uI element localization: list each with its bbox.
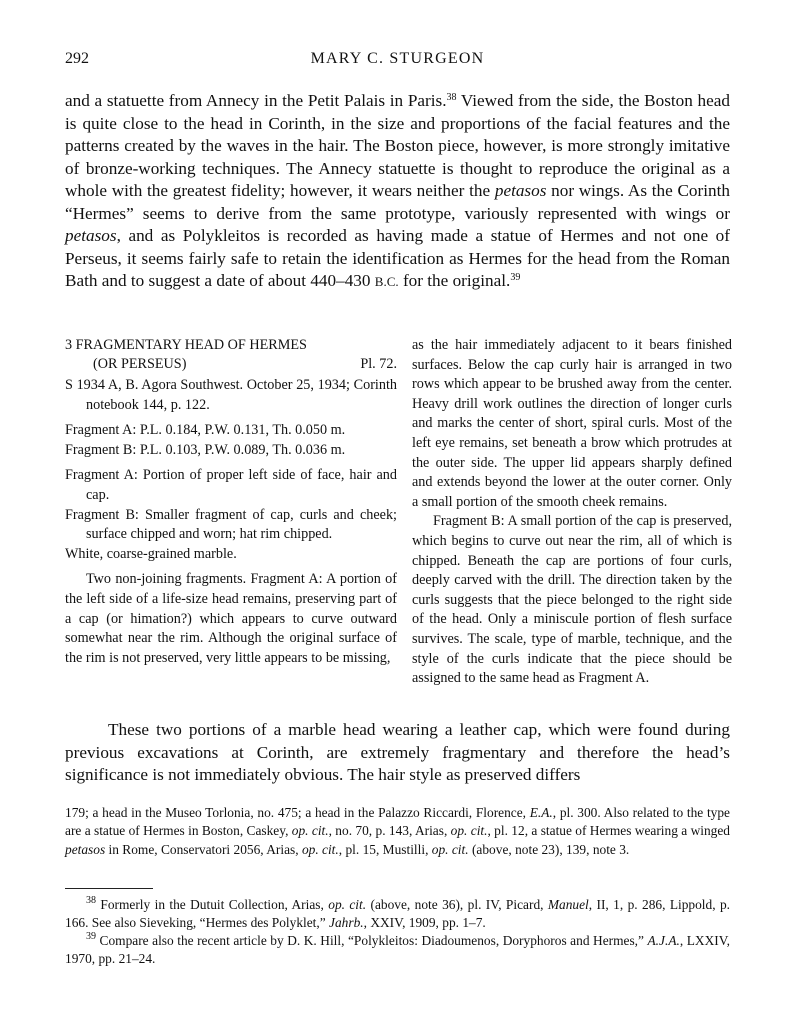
footnote-ref-39[interactable]: 39 xyxy=(510,272,521,283)
running-head: MARY C. STURGEON xyxy=(310,50,485,67)
description-right-1: as the hair immediately adjacent to it bears finished surfaces. Below the cap curly hair is arranged in two rows which appear to be brushed away from the center. Heavy drill work outlines the direction of longer curls and marks the center of short, spiral curls. Most of the left eye remains, set beneath a brow which protrudes at the outer side. The upper lid appears sharply defined and extends beyond the lower at the outer corner. Only a small portion of the smooth cheek remains. xyxy=(412,337,732,510)
footnote-39: $^{39}$ Compare also the recent article by D. K. Hill, “Polykleitos: Diadoumenos, Doryphoros and Hermes,” A.J.A., LXXIV, 1970, pp. 21–24. xyxy=(65,931,730,967)
catalog-title-line2: (OR PERSEUS) xyxy=(93,356,187,372)
footnote-ref-38[interactable]: 38 xyxy=(446,92,457,103)
footnote-38-marker: 38 xyxy=(86,895,96,906)
footnote-39-marker: 39 xyxy=(86,931,96,942)
plate-reference: Pl. 72. xyxy=(360,356,397,372)
catalog-entry-title xyxy=(65,336,397,376)
description-left: Two non-joining fragments. Fragment A: A portion of the left side of a life-size head remains, preserving part of a cap (or himation?) which appears to curve outward somewhat near the rim. Although the original surface of the rim is not preserved, very little appears to be missing, xyxy=(65,571,397,666)
fragment-a-summary: Fragment A: Portion of proper left side of face, hair and cap. xyxy=(65,467,397,503)
page-number: 292 xyxy=(65,50,89,67)
catalog-title-line1: 3 FRAGMENTARY HEAD OF HERMES xyxy=(65,337,307,353)
body-paragraph-2: These two portions of a marble head wearing a leather cap, which were found during previous excavations at Corinth, are extremely fragmentary and therefore the head’s significance is not immediately obvious. The hair style as preserved differs xyxy=(65,720,730,784)
material: White, coarse-grained marble. xyxy=(65,545,237,562)
fragment-b-summary: Fragment B: Smaller fragment of cap, curls and cheek; surface chipped and worn; hat rim chipped. xyxy=(65,506,397,543)
catalog-column-right xyxy=(412,336,732,689)
catalog-column-left xyxy=(65,336,397,668)
footnote-continuation: 179; a head in the Museo Torlonia, no. 475; a head in the Palazzo Riccardi, Florence, E.A., pl. 300. Also related to the type are a statue of Hermes in Boston, Caskey, op. cit., no. 70, p. 143, Arias, op. cit., pl. 12, a statue of Hermes wearing a winged petasos in Rome, Conservatori 2056, Arias, op. cit., pl. 15, Mustilli, op. cit. (above, note 23), 139, note 3. xyxy=(65,805,730,857)
inventory-info: S 1934 A, B. Agora Southwest. October 25, 1934; Corinth notebook 144, p. 122. xyxy=(65,377,397,413)
page-header xyxy=(65,50,730,72)
footnote-divider xyxy=(65,888,153,889)
footnote-38: $^{38}$ Formerly in the Dutuit Collection, Arias, op. cit. (above, note 36), pl. IV, Picard, Manuel, II, 1, p. 286, Lippold, p. 166. See also Sieveking, “Hermes des Polyklet,” Jahrb., XXIV, 1909, pp. 1–7. xyxy=(65,895,730,931)
description-right-2: Fragment B: A small portion of the cap is preserved, which begins to curve out near the rim, all of which is chipped. Beneath the cap are portions of four curls, deeply carved with the drill. The direction taken by the curls suggests that the piece belonged to the right side of the head. Only a miniscule portion of flesh surface survives. The scale, type of marble, technique, and the style of the curls indicate that the piece should be assigned to the same head as Fragment A. xyxy=(412,513,732,687)
fragment-a-dimensions: Fragment A: P.L. 0.184, P.W. 0.131, Th. 0.050 m. xyxy=(65,422,346,439)
fragment-b-dimensions: Fragment B: P.L. 0.103, P.W. 0.089, Th. 0.036 m. xyxy=(65,441,346,458)
body-paragraph-1: and a statuette from Annecy in the Petit Palais in Paris.$^{38}$ Viewed from the side, the Boston head is quite close to the head in Corinth, in the size and proportions of the facial features and the patterns created by the waves in the hair. The Boston piece, however, is more strongly imitative of bronze-working techniques. The Annecy statuette is thought to reproduce the original as a whole with the greatest fidelity; however, it wears neither the petasos nor wings. As the Corinth “Hermes” seems to derive from the same prototype, variously represented with wings or petasos, and as Polykleitos is recorded as having made a statue of Hermes and not one of Perseus, it seems fairly safe to retain the identification as Hermes for the head from the Roman Bath and to suggest a date of about 440–430 B.C. for the original.$^{39}$ xyxy=(65,91,730,290)
